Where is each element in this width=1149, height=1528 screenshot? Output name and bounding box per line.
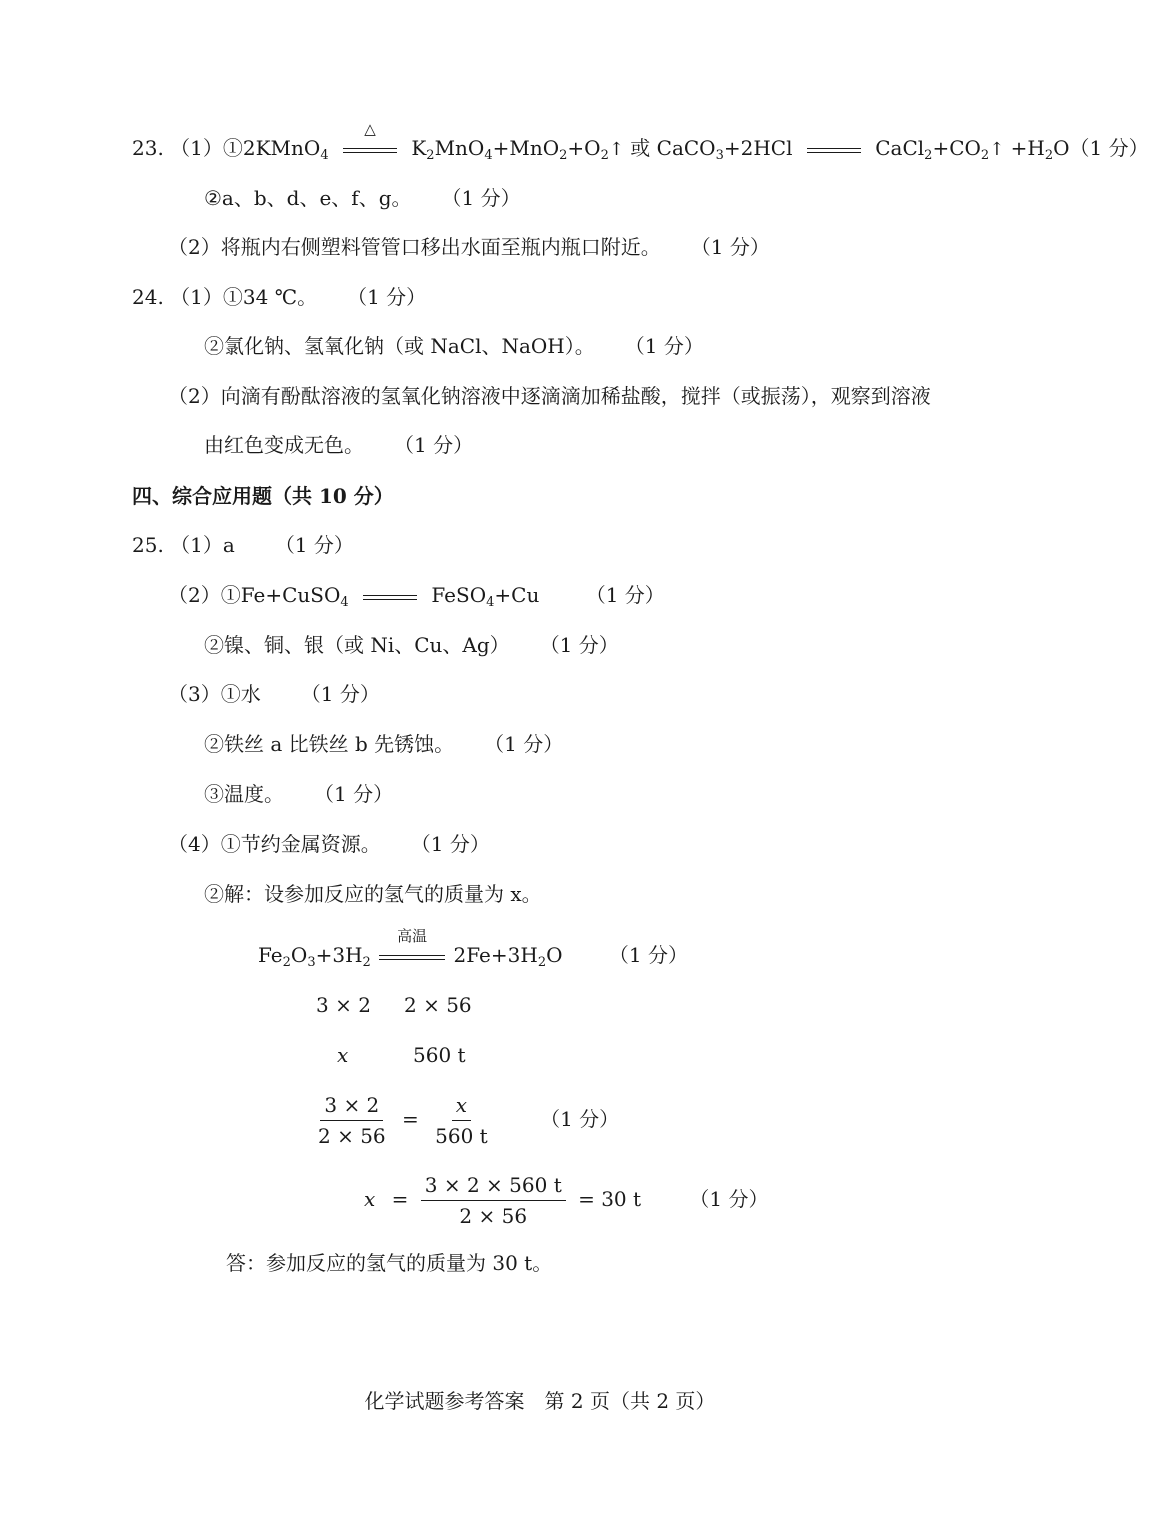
var-right: 560 t [413, 1043, 466, 1067]
q25-reaction-left: （2）①Fe+CuSO [168, 583, 341, 607]
q25-score-6: （1 分） [324, 782, 394, 806]
section-4-heading: 四、综合应用题（共 10 分） [132, 484, 394, 508]
q25-line-8 [204, 879, 542, 909]
fraction-1: $\frac{3 \times 2}{2 \times 56}$ [318, 1093, 386, 1148]
q25-equation [258, 926, 688, 978]
q23-line-3 [168, 232, 770, 262]
heat-condition-sign: △ [343, 139, 397, 161]
q25-score-4: （1 分） [300, 682, 380, 706]
equals-sign [363, 586, 417, 608]
result-line [364, 1172, 769, 1229]
q24-answer-1: 24. （1）①34 ℃。 [132, 285, 318, 309]
equation-score: （1 分） [608, 943, 688, 967]
q25-answer-3: ②镍、铜、银（或 Ni、Cu、Ag） [204, 633, 510, 657]
q24-answer-3: （2）向滴有酚酞溶液的氢氧化钠溶液中逐滴滴加稀盐酸，搅拌（或振荡），观察到溶液 [168, 384, 931, 408]
q25-reaction-right-2: +Cu [494, 583, 540, 607]
q24-score-1: （1 分） [357, 285, 427, 309]
q23-reaction-2: CaCO$_3$+2HCl [656, 136, 793, 163]
proportion-score: （1 分） [540, 1107, 620, 1131]
q25-line-4 [168, 679, 380, 709]
q23-answer-2: ②a、b、d、e、f、g。 [204, 186, 412, 210]
fraction-3: $\frac{3 \times 2 \times 560 t}{2 \times 56}$ [421, 1172, 566, 1229]
q25-score-3: （1 分） [549, 633, 619, 657]
q25-answer-5: ②铁丝 a 比铁丝 b 先锈蚀。 [204, 732, 455, 756]
q25-solution-intro: ②解：设参加反应的氢气的质量为 x。 [204, 882, 542, 906]
page-footer: 化学试题参考答案 第 2 页（共 2 页） [364, 1389, 716, 1413]
result-value: = 30 t [578, 1187, 642, 1211]
q23-or: 或 [630, 136, 651, 160]
q23-score-2: （1 分） [451, 186, 521, 210]
equation-reactants: $Fe_2O_3+3H_2$ [258, 943, 371, 970]
ratio-right: 2 × 56 [404, 993, 472, 1017]
q25-score-5: （1 分） [494, 732, 564, 756]
q23-answer-3: （2）将瓶内右侧塑料管管口移出水面至瓶内瓶口附近。 [168, 235, 661, 259]
q25-answer-6: ③温度。 [204, 782, 284, 806]
equals-sign [807, 139, 861, 161]
q23-number: 23. [132, 136, 164, 160]
q23-products: $K_2MnO_4+MnO_2+O_2↑$ [411, 136, 624, 163]
q24-answer-4: 由红色变成无色。 [204, 433, 364, 457]
q23-products-2: $CaCl_2+CO_2↑ +H_2O$ [875, 136, 1070, 163]
q24-score-2: （1 分） [634, 334, 704, 358]
q25-answer-4: （3）①水 [168, 682, 261, 706]
q25-score-2: （1 分） [585, 583, 665, 607]
fraction-2: $\frac{x}{560 t}$ [435, 1093, 488, 1148]
q25-answer-1: 25. （1）a [132, 533, 235, 557]
q25-score-7: （1 分） [420, 832, 490, 856]
proportion-line [308, 1092, 619, 1149]
var-left: x [337, 1043, 349, 1067]
q23-line-1: 23. （1）①2KMnO$_4$ △ $K_2MnO_4+MnO_2+O_2↑$ 或 CaCO$_3$+2HCl $CaCl_2+CO_2↑ +H_2O(1$ 分） [132, 119, 1149, 163]
q25-line-6 [204, 779, 393, 809]
q23-part1-start: （1）①2KMnO [170, 136, 321, 160]
q24-line-3 [168, 381, 931, 411]
q24-line-4 [204, 430, 473, 460]
q25-line-2: （2）①Fe+CuSO$_4$ FeSO$_4$+Cu （1 分） [168, 583, 665, 610]
q25-score-1: （1 分） [274, 533, 354, 557]
q23-line-2 [204, 183, 521, 213]
q25-answer-7: （4）①节约金属资源。 [168, 832, 381, 856]
result-variable: x [364, 1187, 376, 1211]
equals-symbol: = [402, 1107, 419, 1131]
q24-line-1 [132, 282, 426, 312]
q25-line-1 [132, 530, 354, 560]
equals-symbol: = [391, 1187, 409, 1211]
q25-reaction-right: FeSO [431, 583, 487, 607]
q25-line-3 [204, 630, 619, 660]
final-answer: 答：参加反应的氢气的质量为 30 t。 [226, 1251, 553, 1275]
q24-score-4: （1 分） [404, 433, 474, 457]
q23-score-3: （1 分） [700, 235, 770, 259]
ratio-left: 3 × 2 [316, 993, 371, 1017]
equation-products: $2Fe+3H_2O$ [453, 943, 563, 970]
q25-line-5 [204, 729, 563, 759]
result-score: （1 分） [689, 1187, 769, 1211]
q25-line-7 [168, 829, 490, 859]
q24-answer-2: ②氯化钠、氢氧化钠（或 NaCl、NaOH）。 [204, 334, 595, 358]
q24-line-2 [204, 331, 704, 361]
q23-score-1: （1 分） [1069, 136, 1149, 160]
high-temp-condition-sign: 高温 [379, 946, 445, 968]
